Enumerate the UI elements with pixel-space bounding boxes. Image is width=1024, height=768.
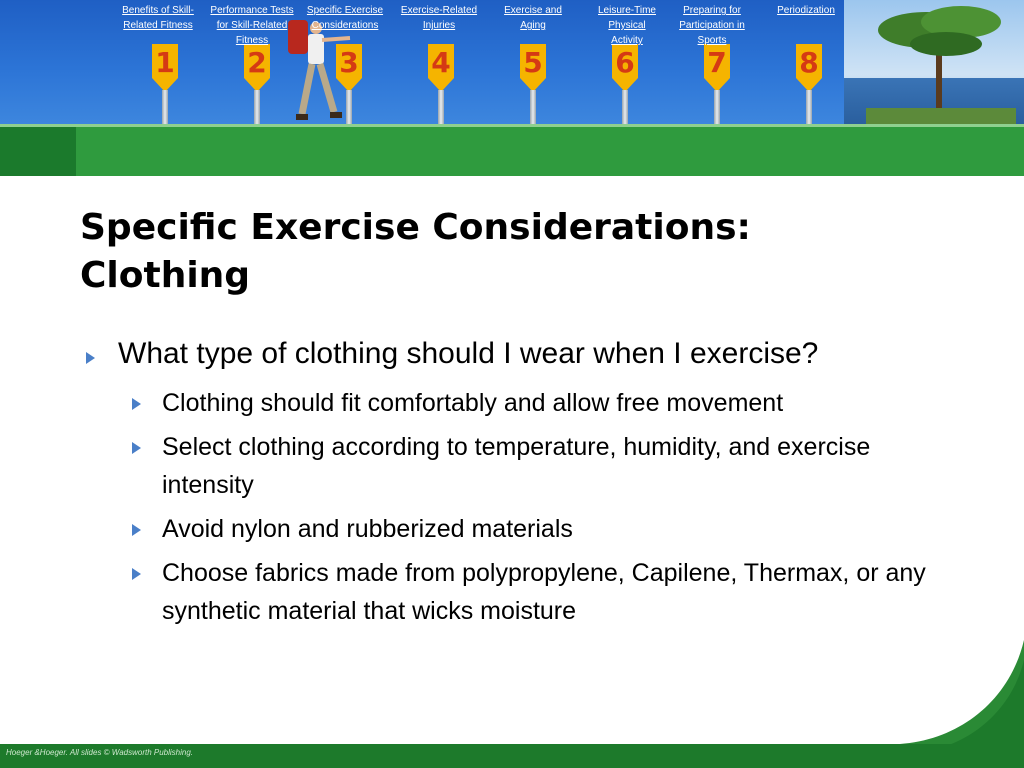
signpost-7 [702,44,732,124]
sub-bullet-text: Choose fabrics made from polypropylene, Capilene, Thermax, or any synthetic material that wicks moisture [162,559,926,625]
bullet-arrow-icon [132,568,141,580]
signpost-1 [150,44,180,124]
sub-bullet [80,428,960,504]
slide-title [80,204,980,300]
sub-bullet-text: Avoid nylon and rubberized materials [162,515,573,543]
nav-link-periodization[interactable]: Periodization [777,5,835,16]
sub-bullet-text: Clothing should fit comfortably and allow free movement [162,389,784,417]
signpost-4 [426,44,456,124]
bullet-arrow-icon [132,524,141,536]
signpost-number: 7 [707,46,727,79]
signpost-number: 4 [431,46,451,79]
palm-tree-image [866,0,1016,124]
signpost-8 [794,44,824,124]
nav-link-leisure-time-physical-activity[interactable]: Leisure-Time Physical Activity [598,5,656,46]
nav-link-exercise-and-aging[interactable]: Exercise and Aging [504,5,562,31]
nav-link-specific-exercise-considerations[interactable]: Specific Exercise Considerations [306,5,384,31]
nav-divider [0,124,1024,127]
nav-link-performance-tests[interactable]: Performance Tests for Skill-Related Fitness [210,5,294,46]
signpost-number: 1 [155,46,175,79]
main-bullet [80,336,960,372]
signpost-2 [242,44,272,124]
bullet-arrow-icon [132,442,141,454]
sub-bullet [80,510,960,548]
section-nav [0,124,1024,176]
bullet-arrow-icon [86,352,95,364]
signpost-number: 3 [339,46,359,79]
nav-link-benefits-skill-related-fitness[interactable]: Benefits of Skill-Related Fitness [122,5,194,31]
main-bullet-text: What type of clothing should I wear when I exercise? [118,337,819,370]
signpost-number: 8 [799,46,819,79]
sub-bullet [80,554,960,630]
nav-link-exercise-related-injuries[interactable]: Exercise-Related Injuries [400,5,478,31]
slide-title-line-2: Clothing [80,255,251,296]
nav-left-block [0,124,76,176]
nav-link-preparing-for-sports[interactable]: Preparing for Participation in Sports [679,5,745,46]
footer-copyright: Hoeger &Hoeger. All slides © Wadsworth Publishing. [6,748,194,757]
signpost-number: 2 [247,46,267,79]
slide-body [80,336,960,636]
sub-bullet-text: Select clothing according to temperature, humidity, and exercise intensity [162,433,871,499]
signpost-6 [610,44,640,124]
signpost-5 [518,44,548,124]
slide-title-line-1: Specific Exercise Considerations: [80,207,751,248]
signpost-number: 6 [615,46,635,79]
bullet-arrow-icon [132,398,141,410]
sub-bullet [80,384,960,422]
signpost-number: 5 [523,46,543,79]
